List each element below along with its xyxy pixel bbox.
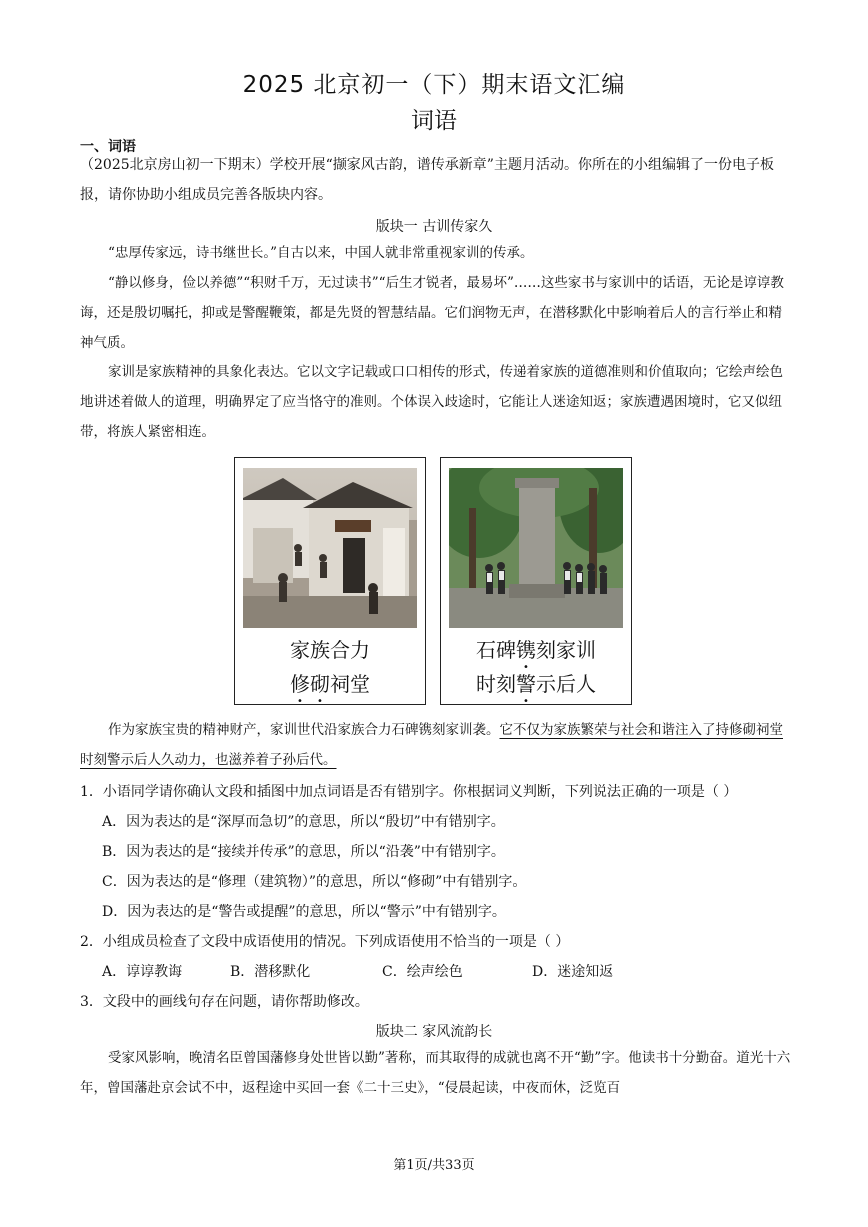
underlined-sentence: 它不仅为家族繁荣与社会和谐注入了持修砌祠堂时刻警示后人久动力，也滋养着子孙后代。 <box>80 722 783 768</box>
document-subtitle: 词语 <box>411 108 457 134</box>
block1-paragraph-3: 家训是家族精神的具象化表达。它以文字记载或口口相传的形式，传递着家族的道德准则和价值取向；它绘声绘色地讲述着做人的道理，明确界定了应当恪守的准则。个体误入歧途时，它能让人迷途知返；家族遭遇困境时，它又似纽带，将族人紧密相连。 <box>80 364 783 440</box>
block1-paragraph-2: “静以修身，俭以养德”“积财千万，无过读书”“后生才锐者，最易坏”……这些家书与家训中的话语，无论是谆谆教诲，还是殷切嘱托，抑或是警醒鞭策，都是先贤的智慧结晶。它们润物无声，在潜移默化中影响着后人的言行举止和精神气质。 <box>80 275 784 351</box>
figure-ancestral-hall <box>234 457 426 705</box>
ancestral-hall-image <box>243 468 417 628</box>
question-1-option-a: A．因为表达的是“深厚而急切”的意思，所以“殷切”中有错别字。 <box>102 814 505 830</box>
question-2: 2．小组成员检查了文段中成语使用的情况。下列成语使用不恰当的一项是（ ） <box>80 934 570 950</box>
question-2-option-a: A．谆谆教诲 <box>102 964 183 980</box>
question-1-option-b: B．因为表达的是“接续并传承”的意思，所以“沿袭”中有错别字。 <box>102 844 505 860</box>
figure1-caption-line2: 修砌祠堂 <box>290 672 370 696</box>
figure-stone-tablet <box>440 457 632 705</box>
question-3: 3．文段中的画线句存在问题，请你帮助修改。 <box>80 994 369 1010</box>
block2-title: 版块二 家风流韵长 <box>375 1024 493 1040</box>
block2-paragraph-1: 受家风影响，晚清名臣曾国藩修身处世皆以勤”著称，而其取得的成就也离不开“勤”字。他读书十分勤奋。道光十六年，曾国藩赴京会试不中，返程途中买回一套《二十三史》，“侵晨起读，中夜而休，泛览百 <box>80 1050 791 1096</box>
question-2-option-d: D．迷途知返 <box>532 964 614 980</box>
question-1-option-d: D．因为表达的是“警告或提醒”的意思，所以“警示”中有错别字。 <box>102 904 506 920</box>
document-title: 2025 北京初一（下）期末语文汇编 <box>242 72 626 98</box>
page-number: 第1页/共33页 <box>393 1158 475 1173</box>
intro-paragraph: （2025北京房山初一下期末）学校开展“撷家风古韵，谱传承新章”主题月活动。你所在的小组编辑了一份电子板报，请你协助小组成员完善各版块内容。 <box>80 157 774 203</box>
question-2-option-b: B．潜移默化 <box>230 964 311 980</box>
question-1: 1．小语同学请你确认文段和插图中加点词语是否有错别字。你根据词义判断，下列说法正确的一项是（ ） <box>80 784 738 800</box>
block1-paragraph-4: 作为家族宝贵的精神财产，家训世代沿家族合力石碑镌刻家训袭。它不仅为家族繁荣与社会和谐注入了持修砌祠堂时刻警示后人久动力，也滋养着子孙后代。 <box>80 722 783 768</box>
figure2-caption-line2: 时刻警示后人 <box>476 672 596 696</box>
question-2-option-c: C．绘声绘色 <box>382 964 463 980</box>
question-1-option-c: C．因为表达的是“修理（建筑物）”的意思，所以“修砌”中有错别字。 <box>102 874 527 890</box>
figure2-caption-line1: 石碑镌刻家训 <box>476 638 596 662</box>
block1-title: 版块一 古训传家久 <box>375 219 493 235</box>
stone-tablet-image <box>449 468 623 628</box>
figure1-caption-line1: 家族合力 <box>290 638 370 662</box>
block1-paragraph-1: “忠厚传家远，诗书继世长。”自古以来，中国人就非常重视家训的传承。 <box>108 245 534 261</box>
section-heading: 一、词语 <box>80 139 136 155</box>
